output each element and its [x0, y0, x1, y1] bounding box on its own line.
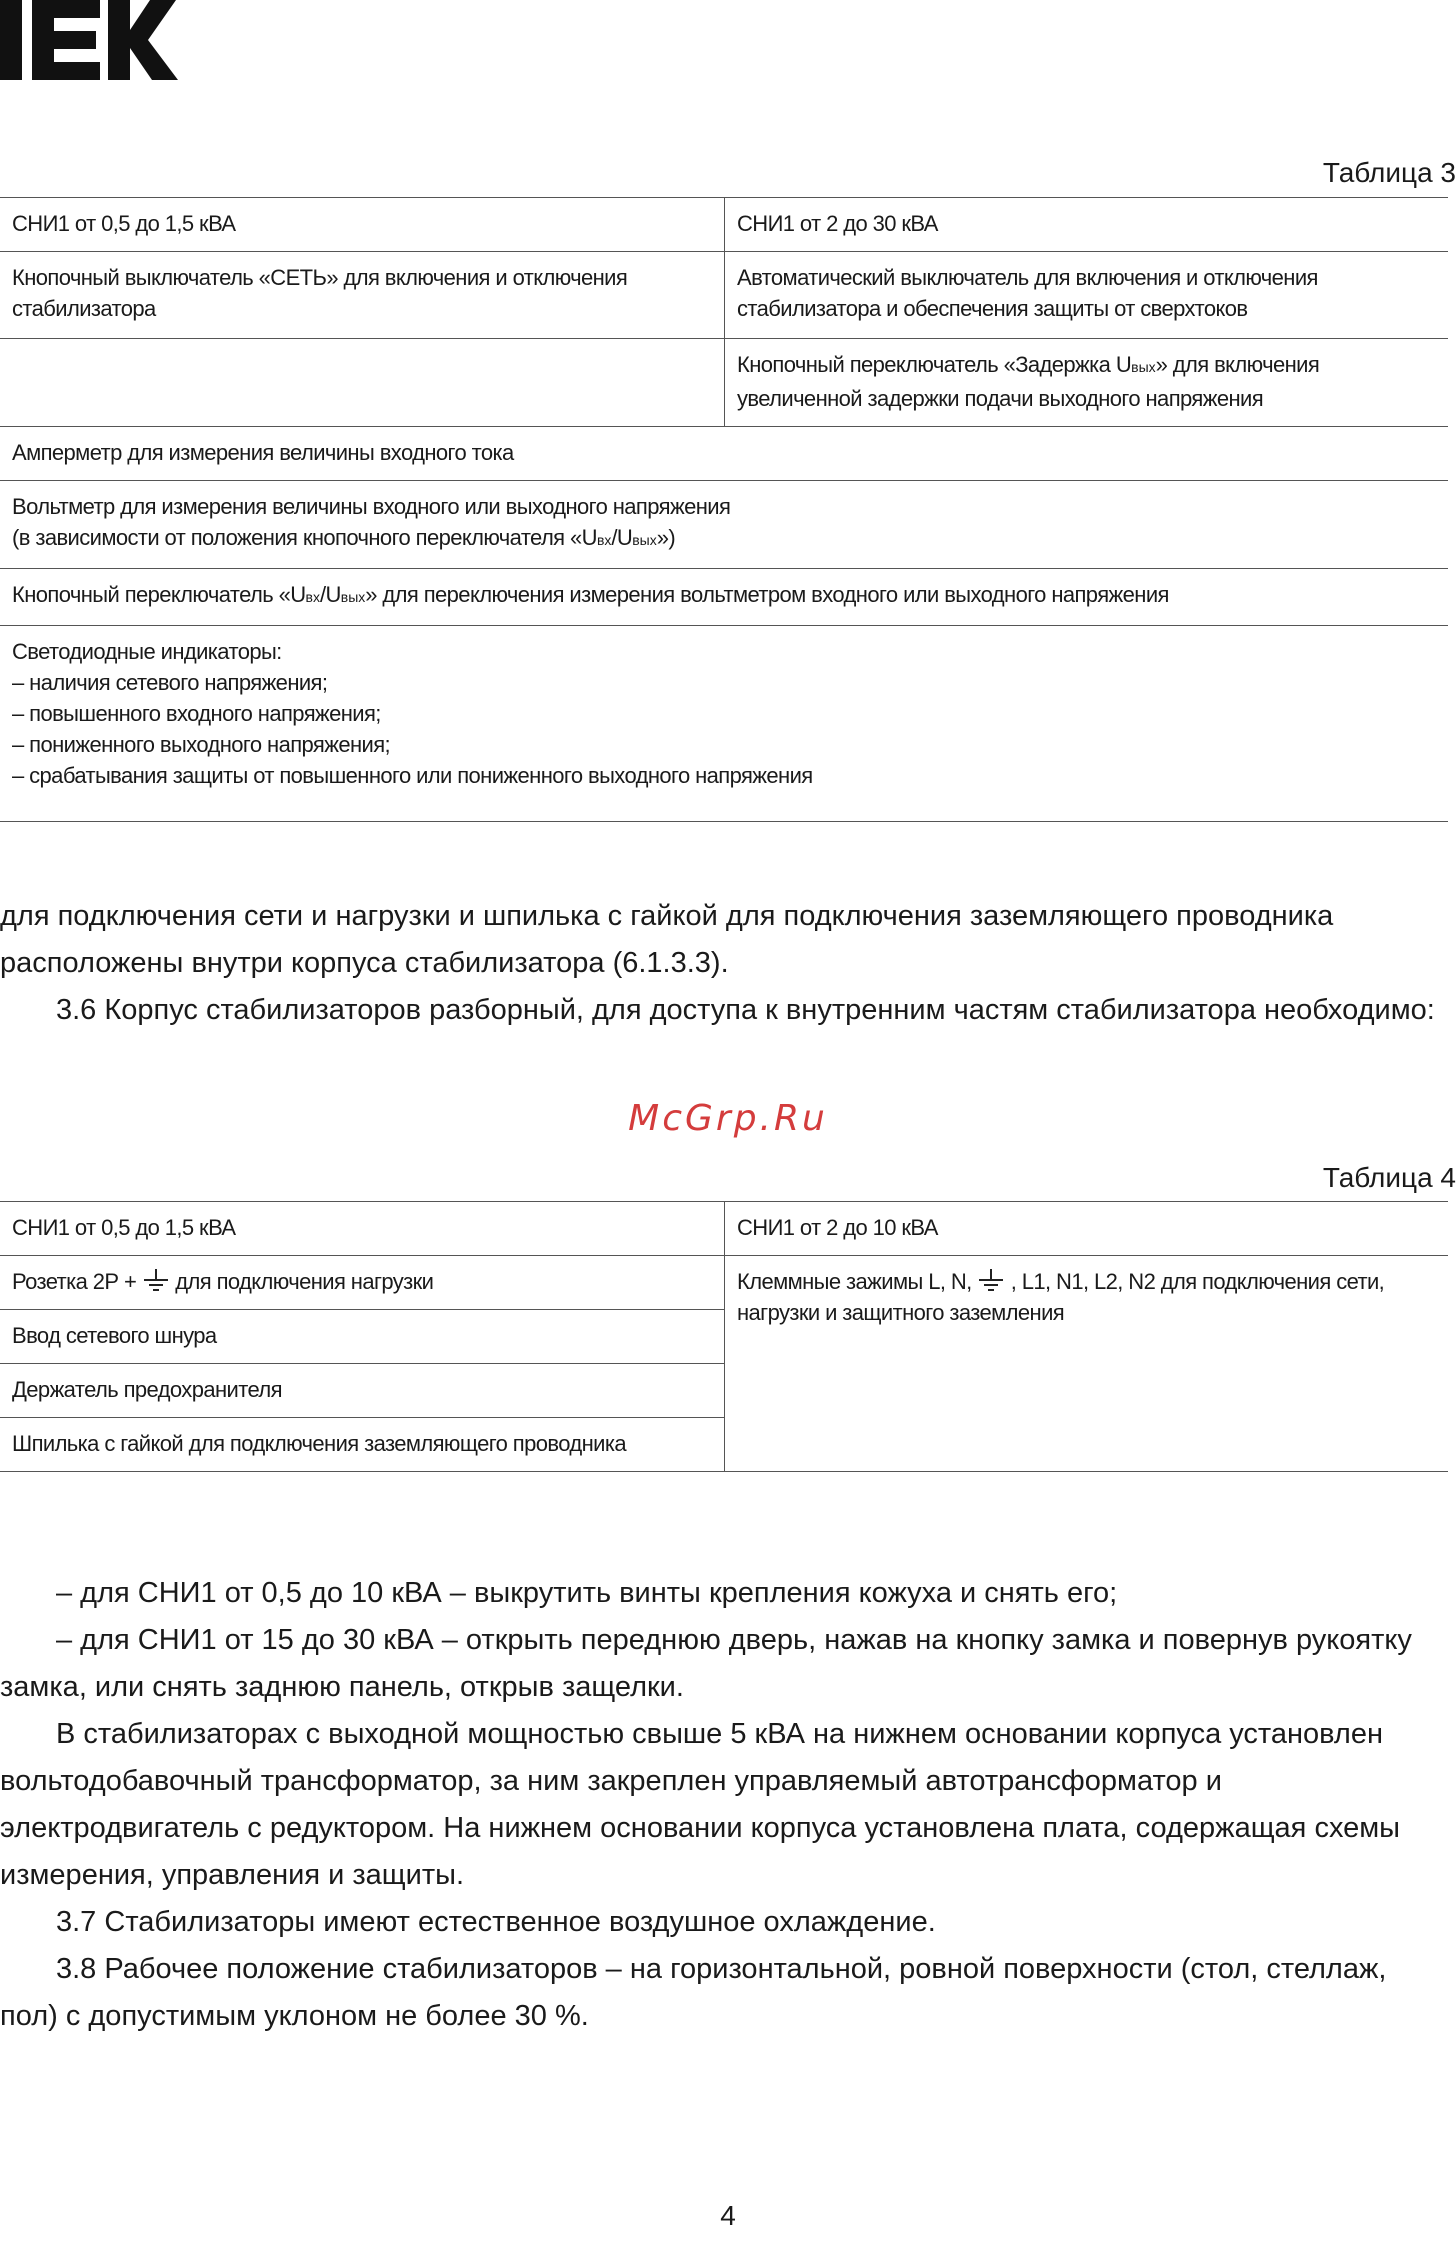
paragraph: 3.8 Рабочее положение стабилизаторов – на горизонтальной, ровной поверхности (стол, стеллаж, пол) с допустимым уклоном не более 30 %. — [0, 1953, 1387, 2032]
table3-header-right: СНИ1 от 2 до 30 кВА — [725, 198, 1449, 252]
paragraph: для подключения сети и нагрузки и шпилька с гайкой для подключения заземляющего проводника расположены внутри корпуса стабилизатора (6.1.3.3). — [0, 900, 1334, 979]
paragraph: 3.6 Корпус стабилизаторов разборный, для доступа к внутренним частям стабилизатора необходимо: — [56, 994, 1435, 1026]
table3 — [0, 197, 1448, 822]
watermark: McGrp.Ru — [628, 1098, 828, 1139]
table4-left-row4: Шпилька с гайкой для подключения заземляющего проводника — [0, 1418, 725, 1472]
paragraph: В стабилизаторах с выходной мощностью свыше 5 кВА на нижнем основании корпуса установлен вольтодобавочный трансформатор, за ним закреплен управляемый автотрансформатор и электродвигатель с редуктором. На нижнем основании корпуса установлена плата, содержащая схемы измерения, управления и защиты. — [0, 1718, 1401, 1891]
ground-icon — [142, 1269, 170, 1293]
text-block-1 — [0, 893, 1440, 1034]
table3-row2-left-empty — [0, 339, 725, 427]
table3-header-left: СНИ1 от 0,5 до 1,5 кВА — [0, 198, 725, 252]
paragraph: – для СНИ1 от 15 до 30 кВА – открыть переднюю дверь, нажав на кнопку замка и повернув рукоятку замка, или снять заднюю панель, открыв защелки. — [0, 1624, 1412, 1703]
table3-row6-indicators — [0, 626, 1448, 822]
paragraph: – для СНИ1 от 0,5 до 10 кВА – выкрутить винты крепления кожуха и снять его; — [56, 1577, 1118, 1609]
table4-header-left: СНИ1 от 0,5 до 1,5 кВА — [0, 1202, 725, 1256]
indicators-title: Светодиодные индикаторы: — [12, 639, 282, 664]
table4-left-row3: Держатель предохранителя — [0, 1364, 725, 1418]
table4 — [0, 1201, 1448, 1472]
table4-left-row2: Ввод сетевого шнура — [0, 1310, 725, 1364]
list-item: – пониженного выходного напряжения; — [12, 732, 391, 757]
table4-header-right: СНИ1 от 2 до 10 кВА — [725, 1202, 1449, 1256]
table4-caption: Таблица 4 — [1322, 1162, 1456, 1193]
list-item: – повышенного входного напряжения; — [12, 701, 381, 726]
table4-left-row1: Розетка 2Р + для подключения нагрузки — [0, 1256, 725, 1310]
iek-logo — [0, 0, 180, 80]
paragraph: 3.7 Стабилизаторы имеют естественное воздушное охлаждение. — [56, 1906, 936, 1938]
table3-row5: Кнопочный переключатель «Uвх/Uвых» для переключения измерения вольтметром входного или выходного напряжения — [0, 569, 1448, 626]
page-number: 4 — [720, 2200, 736, 2231]
table3-row1-left: Кнопочный выключатель «СЕТЬ» для включения и отключения стабилизатора — [0, 252, 725, 339]
text-block-2 — [0, 1570, 1440, 2040]
table3-caption: Таблица 3 — [1322, 157, 1456, 188]
list-item: – наличия сетевого напряжения; — [12, 670, 328, 695]
table4-right-terminals: Клеммные зажимы L, N, , L1, N1, L2, N2 для подключения сети, нагрузки и защитного заземления — [725, 1256, 1449, 1472]
table3-row1-right: Автоматический выключатель для включения и отключения стабилизатора и обеспечения защиты от сверхтоков — [725, 252, 1449, 339]
table3-row3: Амперметр для измерения величины входного тока — [0, 427, 1448, 481]
ground-icon — [977, 1269, 1005, 1293]
table3-row4: Вольтметр для измерения величины входного или выходного напряжения (в зависимости от положения кнопочного переключателя «Uвх/Uвых») — [0, 481, 1448, 569]
table3-row2-right: Кнопочный переключатель «Задержка Uвых» для включения увеличенной задержки подачи выходного напряжения — [725, 339, 1449, 427]
list-item: – срабатывания защиты от повышенного или пониженного выходного напряжения — [12, 763, 813, 788]
